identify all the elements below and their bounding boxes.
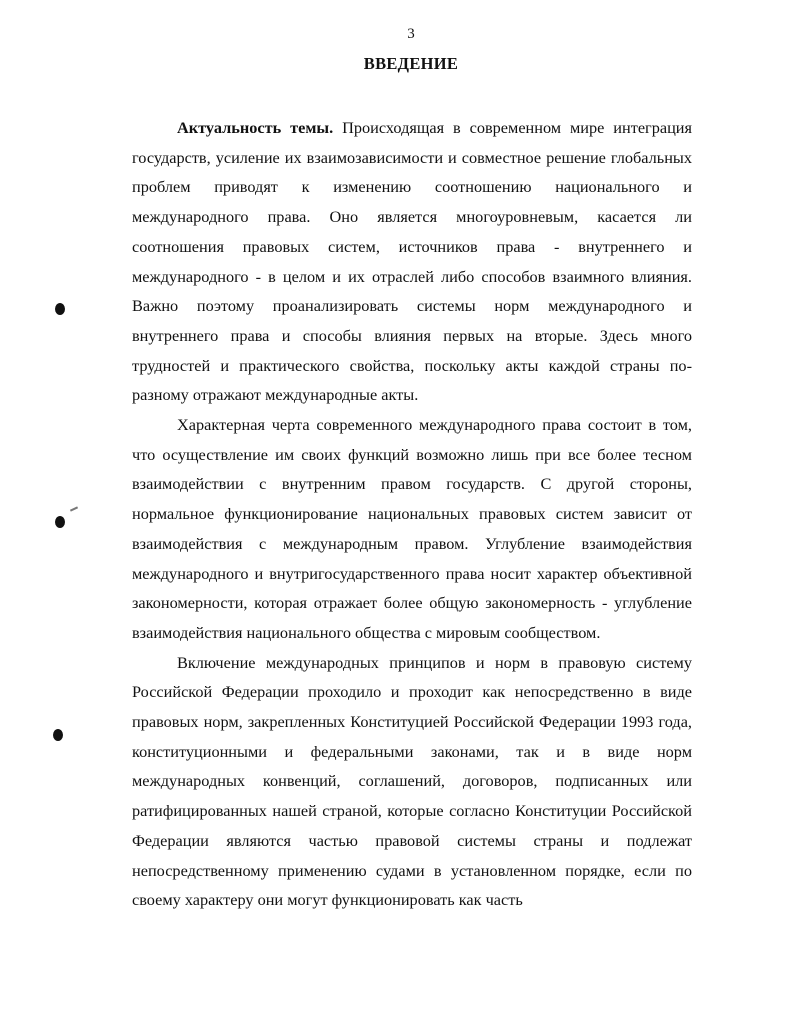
binder-hole-mark (55, 303, 65, 315)
binder-hole-mark (53, 729, 63, 741)
paragraph-3-text: Включение международных принципов и норм в правовую систему Российской Федерации проходило и проходит как непосредственно в виде правовых норм, закрепленных Конституцией Российской Федерации 1993 года, конституционными и федеральными законами, так и в виде норм международных конвенций, соглашений, договоров, подписанных или ратифицированных нашей страной, которые согласно Конституции Российской Федерации являются частью правовой системы страны и подлежат непосредственному применению судами в установленном порядке, если по своему характеру они могут функционировать как часть (132, 652, 692, 910)
scan-artifact-mark (70, 506, 78, 511)
page-title: ВВЕДЕНИЕ (363, 54, 459, 73)
paragraph-1 (132, 113, 692, 410)
paragraph-lead: Актуальность темы. (177, 118, 334, 137)
paragraph-2 (132, 410, 692, 648)
paragraph-2-text: Характерная черта современного международного права состоит в том, что осуществление им своих функций возможно лишь при все более тесном взаимодействии с внутренним правом государств. С другой стороны, нормальное функционирование национальных правовых систем зависит от взаимодействия с международным правом. Углубление взаимодействия международного и внутригосударственного права носит характер объективной закономерности, которая отражает более общую закономерность - углубление взаимодействия национального общества с мировым сообществом. (132, 415, 692, 642)
paragraph-1-text: Происходящая в современном мире интеграция государств, усиление их взаимозависимости и совместное решение глобальных проблем приводят к изменению соотношению национального и международного права. Оно является многоуровневым, касается ли соотношения правовых систем, источников права - внутреннего и международного - в целом и их отраслей либо способов взаимного влияния. Важно поэтому проанализировать системы норм международного и внутреннего права и способы влияния первых на вторые. Здесь много трудностей и практического свойства, поскольку акты каждой страны по-разному отражают международные акты. (132, 118, 693, 405)
page-number: 3 (407, 26, 415, 42)
paragraph-3 (132, 648, 692, 915)
body-text (132, 113, 692, 915)
binder-hole-mark (55, 516, 65, 528)
